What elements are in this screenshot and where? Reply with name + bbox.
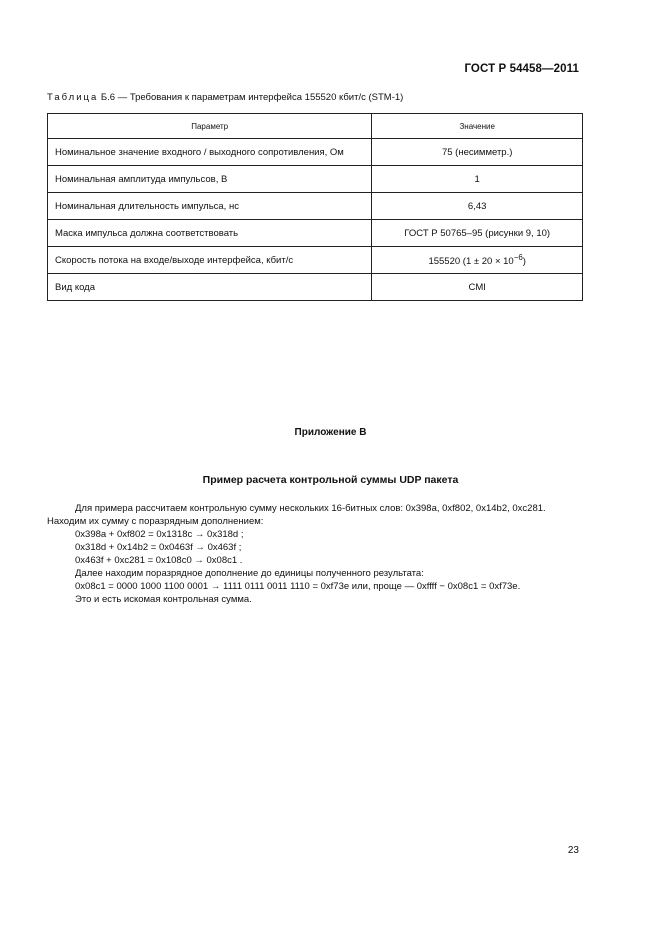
param-cell: Номинальное значение входного / выходного сопротивления, Ом	[48, 139, 372, 166]
intro-continuation: Находим их сумму с поразрядным дополнением:	[47, 516, 264, 527]
calc-line-3: 0x463f + 0xc281 = 0x108c0 → 0x08c1 .	[75, 555, 243, 566]
table-row	[48, 166, 583, 193]
table-row	[48, 274, 583, 301]
param-cell: Вид кода	[48, 274, 372, 301]
value-exponent: −6	[513, 252, 523, 262]
value-cell: CMI	[372, 274, 583, 301]
table-caption-word: Таблица	[47, 92, 99, 103]
calc-line-2: 0x318d + 0x14b2 = 0x0463f → 0x463f ;	[75, 542, 242, 553]
table-caption-text: Б.6 — Требования к параметрам интерфейса 155520 кбит/с (STM-1)	[100, 92, 404, 103]
param-cell: Номинальная амплитуда импульсов, В	[48, 166, 372, 193]
conclusion: Это и есть искомая контрольная сумма.	[75, 594, 252, 605]
parameters-table	[47, 113, 583, 301]
param-cell: Маска импульса должна соответствовать	[48, 220, 372, 247]
table-row	[48, 247, 583, 274]
body-text	[47, 502, 583, 606]
table-row	[48, 220, 583, 247]
table-caption	[47, 92, 403, 103]
intro-paragraph: Для примера рассчитаем контрольную сумму нескольких 16-битных слов: 0x398a, 0xf802, 0x14b2, 0xc281.	[75, 503, 546, 514]
column-header-value: Значение	[372, 114, 583, 139]
complement-calc: 0x08c1 = 0000 1000 1100 0001 → 1111 0111 0011 1110 = 0xf73e или, проще — 0xffff − 0x08c1 = 0xf73e.	[75, 581, 521, 592]
page-number: 23	[567, 845, 579, 856]
table-row	[48, 139, 583, 166]
value-cell: ГОСТ Р 50765–95 (рисунки 9, 10)	[372, 220, 583, 247]
column-header-parameter: Параметр	[48, 114, 372, 139]
param-cell: Скорость потока на входе/выходе интерфейса, кбит/с	[48, 247, 372, 274]
param-cell: Номинальная длительность импульса, нс	[48, 193, 372, 220]
value-cell: 75 (несимметр.)	[372, 139, 583, 166]
example-title: Пример расчета контрольной суммы UDP пакета	[202, 474, 459, 486]
value-base: 155520 (1 ± 20 × 10	[428, 256, 514, 268]
value-cell	[372, 247, 583, 274]
value-cell: 6,43	[372, 193, 583, 220]
calc-line-1: 0x398a + 0xf802 = 0x1318c → 0x318d ;	[75, 529, 244, 540]
value-close: )	[522, 256, 526, 268]
table-header-row	[48, 114, 583, 139]
complement-intro: Далее находим поразрядное дополнение до единицы полученного результата:	[75, 568, 424, 579]
table-row	[48, 193, 583, 220]
document-id-header: ГОСТ Р 54458—2011	[464, 63, 579, 75]
value-cell: 1	[372, 166, 583, 193]
appendix-title: Приложение В	[294, 427, 367, 438]
